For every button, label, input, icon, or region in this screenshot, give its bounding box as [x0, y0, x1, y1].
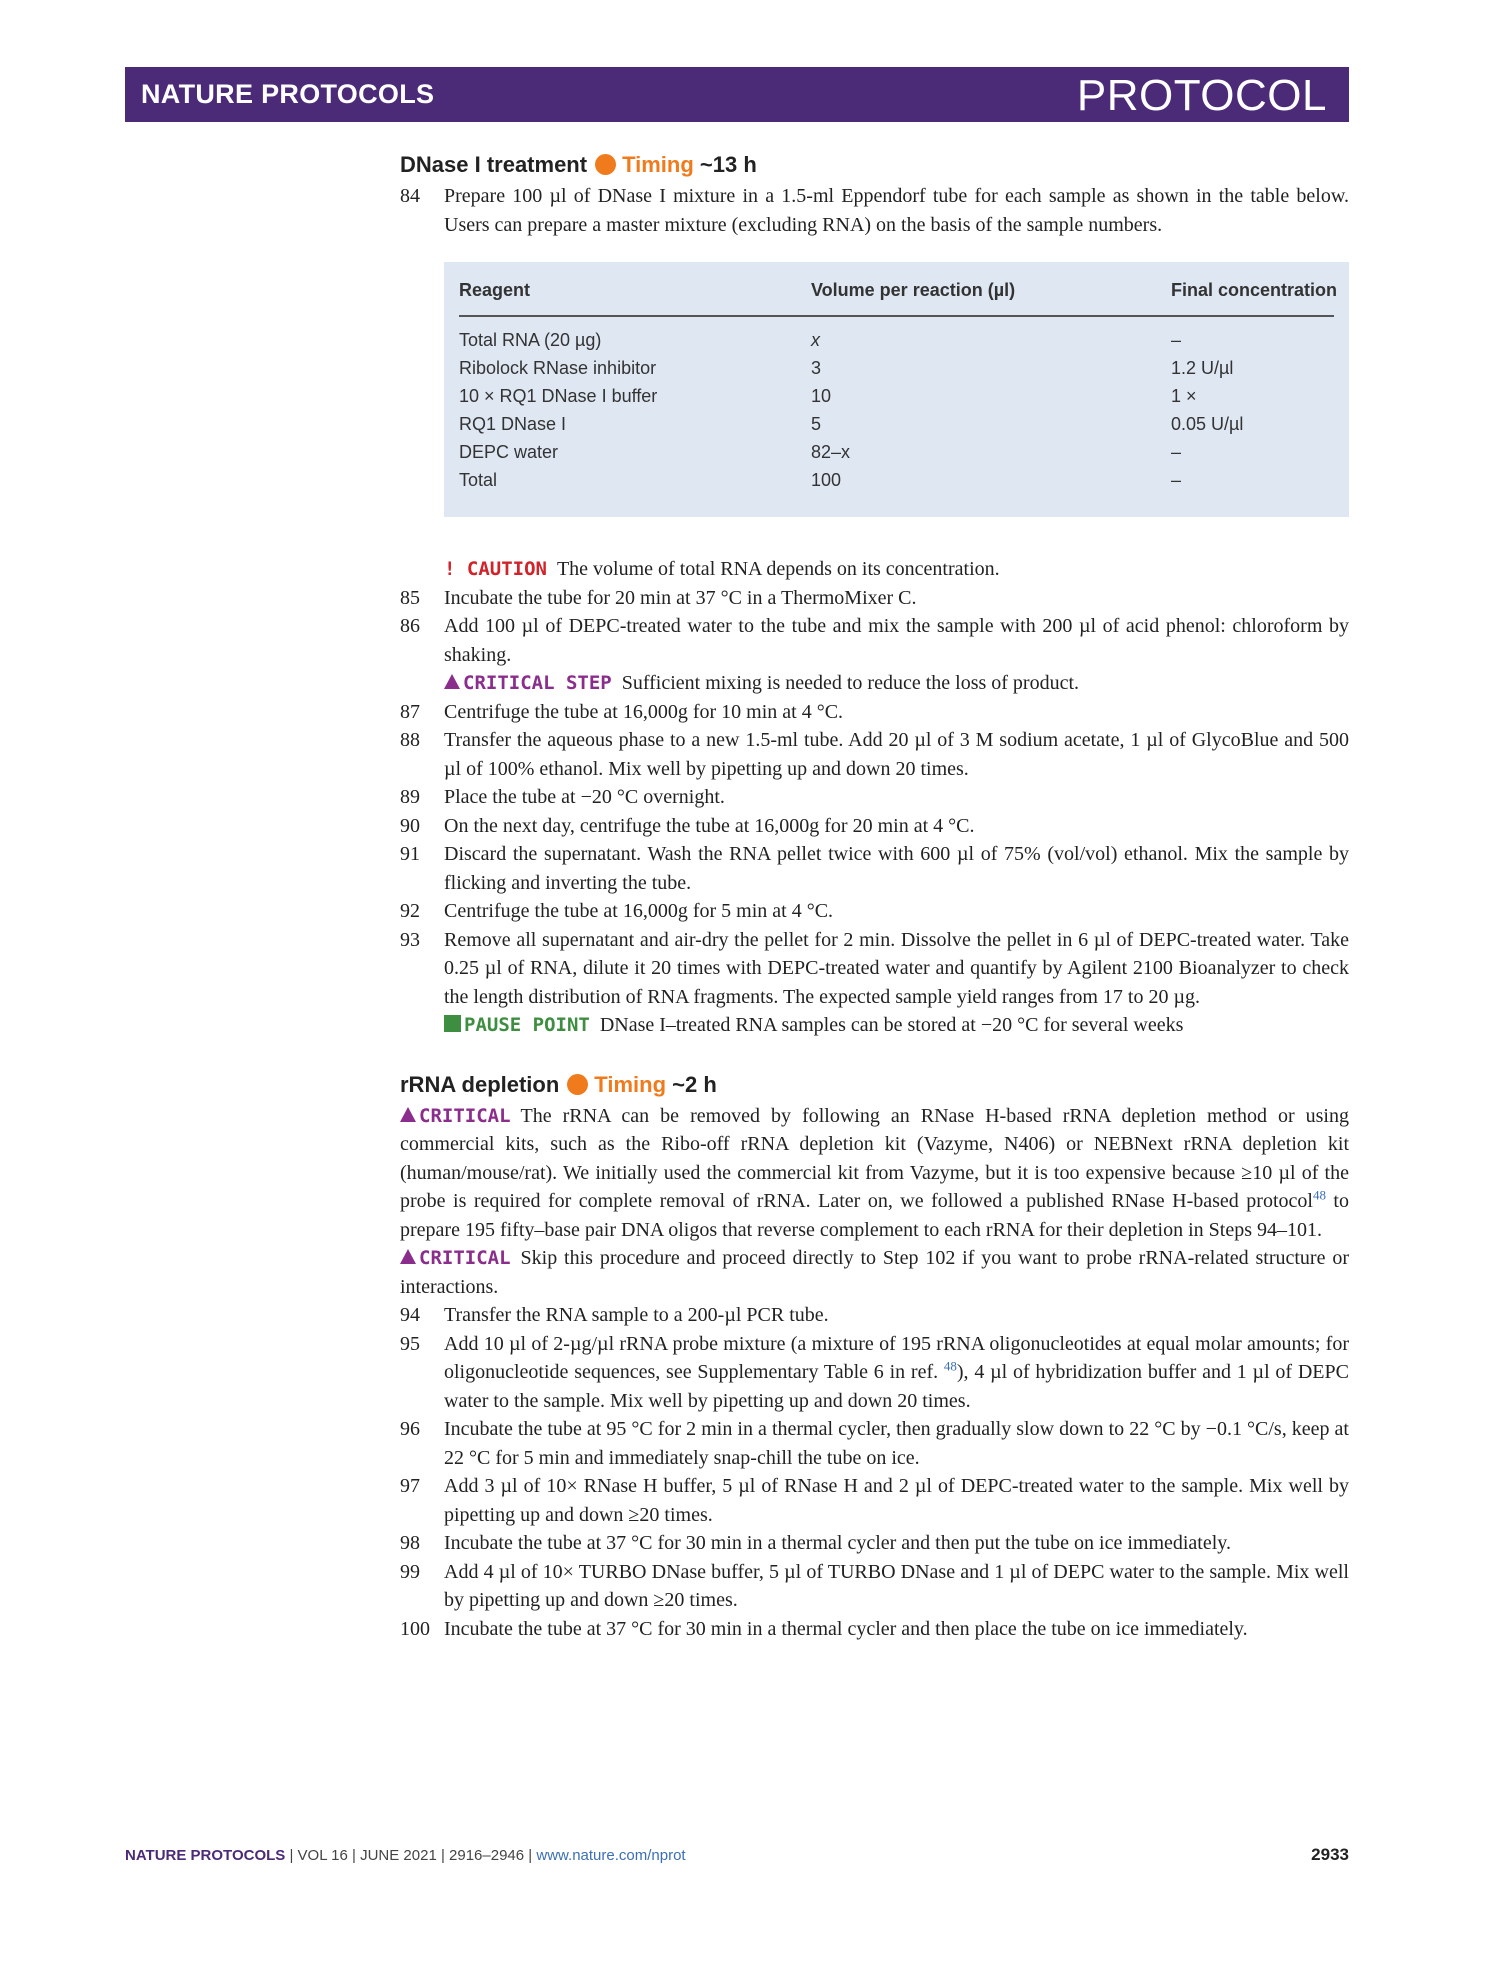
step-text: Add 100 µl of DEPC-treated water to the tube and mix the sample with 200 µl of acid phenol: chloroform by shaking.: [444, 615, 1349, 666]
section-title: rRNA depletion: [400, 1071, 560, 1097]
journal-name: NATURE PROTOCOLS: [141, 79, 435, 109]
timing-dot-icon: [567, 1074, 588, 1095]
step-92: [400, 897, 1349, 926]
footer-pages: 2916–2946: [449, 1847, 525, 1864]
step-number: 98: [400, 1532, 420, 1554]
footer-url-link[interactable]: www.nature.com/nprot: [536, 1847, 686, 1864]
step-number: 88: [400, 729, 420, 751]
timing-value: ~2 h: [672, 1071, 717, 1097]
step-89: [400, 783, 1349, 812]
table-header-concentration: Final concentration: [1171, 280, 1338, 300]
timing-label: Timing: [622, 152, 694, 177]
section-heading-dnase: [400, 148, 1349, 182]
critical-text: The rRNA can be removed by following an RNase H-based rRNA depletion method or using commercial kits, such as the Ribo-off rRNA depletion kit (Vazyme, N406) or NEBNext rRNA depletion kit (human/mouse/rat). We initially used the commercial kit from Vazyme, but it is too expensive because ≥10 µl of the probe is required for complete removal of rRNA. Later on, we followed a published RNase H-based protocol: [400, 1104, 1349, 1212]
step-number: 97: [400, 1475, 420, 1497]
step-text: Add 4 µl of 10× TURBO DNase buffer, 5 µl of TURBO DNase and 1 µl of DEPC water to the sample. Mix well by pipetting up and down ≥20 times.: [444, 1560, 1349, 1611]
table-cell: x: [811, 330, 820, 350]
step-number: 89: [400, 786, 420, 808]
table-cell: 1.2 U/µl: [1171, 358, 1234, 378]
step-number: 99: [400, 1560, 420, 1583]
step-85: [400, 584, 1349, 613]
reagent-table: [444, 262, 1349, 517]
table-cell: 0.05 U/µl: [1171, 414, 1244, 434]
step-98: [400, 1529, 1349, 1558]
critical-step-note: [400, 669, 1349, 698]
footer-journal: NATURE PROTOCOLS: [125, 1847, 286, 1864]
reference-link[interactable]: 48: [1312, 1187, 1326, 1203]
table-cell: RQ1 DNase I: [459, 414, 567, 434]
pause-point-note: [400, 1011, 1349, 1040]
step-100: [400, 1615, 1349, 1644]
table-cell: 10 × RQ1 DNase I buffer: [459, 386, 658, 406]
table-header-volume: Volume per reaction (µl): [811, 280, 1016, 300]
caution-note: [400, 555, 1349, 584]
step-99: [400, 1558, 1349, 1615]
step-text: Prepare 100 µl of DNase I mixture in a 1.5-ml Eppendorf tube for each sample as shown in the table below. Users can prepare a master mixture (excluding RNA) on the basis of the sample numbers.: [444, 185, 1349, 236]
page-number: 2933: [1311, 1845, 1349, 1864]
table-cell: –: [1171, 442, 1182, 462]
section-title: DNase I treatment: [400, 152, 588, 177]
critical-label: CRITICAL: [419, 1104, 511, 1127]
step-84: [400, 182, 1349, 239]
table-header-rule: [459, 315, 1334, 317]
step-number: 95: [400, 1332, 420, 1355]
reference-link[interactable]: 48: [943, 1358, 957, 1374]
table-cell: Total: [459, 470, 498, 490]
step-number: 91: [400, 843, 420, 865]
step-number: 90: [400, 814, 420, 837]
step-text: Incubate the tube at 95 °C for 2 min in a thermal cycler, then gradually slow down to 22 °C by −0.1 °C/s, keep at 22 °C for 5 min and immediately snap-chill the tube on ice.: [444, 1418, 1349, 1469]
table-cell: Total RNA (20 µg): [459, 330, 602, 350]
step-text: Remove all supernatant and air-dry the pellet for 2 min. Dissolve the pellet in 6 µl of DEPC-treated water. Take 0.25 µl of RNA, dilute it 20 times with DEPC-treated water and quantify by Agilent 2100 Bioanalyzer to check the length distribution of RNA fragments. The expected sample yield ranges from 17 to 20 µg.: [444, 928, 1349, 1008]
pause-square-icon: [444, 1015, 461, 1032]
pause-text: DNase I–treated RNA samples can be stored at −20 °C for several weeks: [599, 1014, 1184, 1036]
step-text: Place the tube at −20 °C overnight.: [444, 786, 725, 808]
step-text-cont: ), 4 µl of hybridization buffer and 1 µl of DEPC water to the sample. Mix well by pipetting up and down 20 times.: [444, 1361, 1349, 1412]
step-number: 85: [400, 586, 420, 609]
table-cell: 3: [811, 358, 822, 378]
step-90: [400, 812, 1349, 841]
step-text: Transfer the aqueous phase to a new 1.5-ml tube. Add 20 µl of 3 M sodium acetate, 1 µl of GlycoBlue and 500 µl of 100% ethanol. Mix well by pipetting up and down 20 times.: [444, 729, 1349, 780]
step-number: 86: [400, 615, 420, 637]
step-text: Add 10 µl of 2-µg/µl rRNA probe mixture (a mixture of 195 rRNA oligonucleotides at equal molar amounts; for oligonucleotide sequences, see Supplementary Table 6 in ref.: [444, 1332, 1349, 1383]
table-cell: 100: [811, 470, 842, 490]
step-text: Transfer the RNA sample to a 200-µl PCR tube.: [444, 1304, 829, 1326]
step-number: 93: [400, 928, 420, 951]
step-text: Add 3 µl of 10× RNase H buffer, 5 µl of RNase H and 2 µl of DEPC-treated water to the sample. Mix well by pipetting up and down ≥20 times.: [444, 1475, 1349, 1526]
step-number: 87: [400, 700, 420, 723]
step-87: [400, 698, 1349, 727]
step-text: Incubate the tube at 37 °C for 30 min in a thermal cycler and then put the tube on ice immediately.: [444, 1532, 1232, 1554]
step-number: 96: [400, 1418, 420, 1440]
page-footer: NATURE PROTOCOLS | VOL 16 | JUNE 2021 | 2916–2946 | www.nature.com/nprot: [125, 1847, 686, 1864]
step-text: Discard the supernatant. Wash the RNA pellet twice with 600 µl of 75% (vol/vol) ethanol. Mix the sample by flicking and inverting the tube.: [444, 843, 1349, 894]
critical-note-skip: [400, 1244, 1349, 1301]
step-text: Incubate the tube for 20 min at 37 °C in a ThermoMixer C.: [444, 586, 917, 609]
main-content: [400, 148, 1349, 1643]
table-cell: Ribolock RNase inhibitor: [459, 358, 657, 378]
step-text: Centrifuge the tube at 16,000g for 5 min at 4 °C.: [444, 900, 834, 922]
step-97: [400, 1472, 1349, 1529]
section-heading-rrna: [400, 1068, 1349, 1102]
step-88: [400, 726, 1349, 783]
step-text: On the next day, centrifuge the tube at 16,000g for 20 min at 4 °C.: [444, 814, 975, 837]
critical-text: Skip this procedure and proceed directly to Step 102 if you want to probe rRNA-related structure or interactions.: [400, 1247, 1349, 1298]
table-cell: –: [1171, 330, 1182, 350]
critical-label: CRITICAL: [419, 1247, 511, 1269]
table-cell: 1 ×: [1171, 386, 1197, 406]
table-cell: 5: [811, 414, 822, 434]
step-95: [400, 1330, 1349, 1416]
step-number: 94: [400, 1304, 420, 1326]
step-93: [400, 926, 1349, 1012]
table-header-reagent: Reagent: [459, 280, 531, 300]
step-text: Incubate the tube at 37 °C for 30 min in a thermal cycler and then place the tube on ice immediately.: [444, 1617, 1248, 1640]
caution-text: The volume of total RNA depends on its concentration.: [556, 558, 1000, 580]
step-number: 100: [400, 1617, 430, 1640]
critical-triangle-icon: [444, 674, 460, 689]
timing-dot-icon: [595, 154, 616, 175]
article-type: PROTOCOL: [1076, 71, 1327, 120]
step-number: 92: [400, 900, 420, 922]
timing-label: Timing: [594, 1071, 667, 1097]
critical-label: CRITICAL STEP: [463, 672, 612, 694]
critical-triangle-icon: [400, 1249, 416, 1264]
step-number: 84: [400, 185, 420, 207]
timing-value: ~13 h: [699, 152, 757, 177]
step-91: [400, 840, 1349, 897]
table-cell: DEPC water: [459, 442, 559, 462]
critical-text-cont: to prepare 195 fifty–base pair DNA oligos that reverse complement to each rRNA for their depletion in Steps 94–101.: [400, 1190, 1349, 1241]
table-cell: 10: [811, 386, 832, 406]
step-text: Centrifuge the tube at 16,000g for 10 min at 4 °C.: [444, 700, 844, 723]
step-94: [400, 1301, 1349, 1330]
table-cell: –: [1171, 470, 1182, 490]
table-cell: 82–x: [811, 442, 851, 462]
pause-label: PAUSE POINT: [464, 1014, 590, 1036]
step-96: [400, 1415, 1349, 1472]
caution-label: ! CAUTION: [444, 558, 547, 580]
footer-volume: VOL 16: [297, 1847, 348, 1864]
critical-text: Sufficient mixing is needed to reduce the loss of product.: [621, 672, 1080, 694]
critical-note-rrna: [400, 1102, 1349, 1245]
critical-triangle-icon: [400, 1107, 416, 1122]
footer-date: JUNE 2021: [360, 1847, 437, 1864]
step-86: [400, 612, 1349, 669]
journal-header-bar: [125, 67, 1349, 122]
